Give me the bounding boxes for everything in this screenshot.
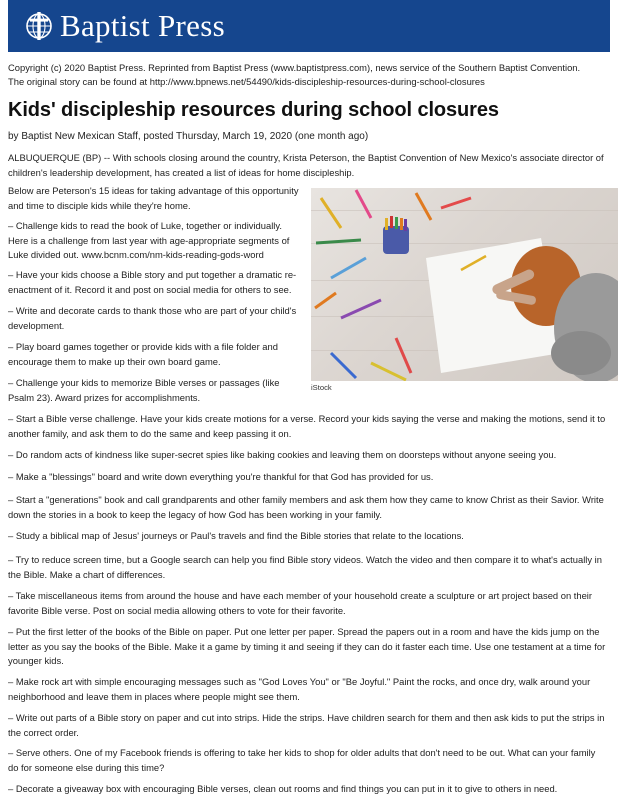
article-paragraph: – Decorate a giveaway box with encouraging Bible verses, clean out rooms and find things you can put in it to give to others in need.: [8, 783, 558, 794]
article-paragraph: – Start a "generations" book and call grandparents and other family members and ask them how they came to know Christ as their Savior. Write down the stories in a book to keep the legacy of how God has been working in your family.: [8, 494, 604, 520]
globe-cross-logo-icon: [24, 11, 54, 41]
photo-credit: iStock: [311, 383, 332, 392]
copyright-line: Copyright (c) 2020 Baptist Press. Reprinted from Baptist Press (www.baptistpress.com), news service of the Southern Baptist Convention.: [8, 62, 581, 73]
article-paragraph: – Play board games together or provide kids with a file folder and encourage them to make up their own board game.: [8, 341, 278, 367]
article-photo-figure: [311, 188, 618, 392]
article-paragraph: – Make a "blessings" board and write down everything you're thankful for that God has provided for us.: [8, 471, 434, 482]
masthead-banner: [8, 0, 610, 52]
article-paragraph: – Start a Bible verse challenge. Have your kids create motions for a verse. Record your kids saying the verse and making the motions, send it to another family, and ask them to do the same and keep passing it on.: [8, 413, 606, 439]
article-paragraph: – Study a biblical map of Jesus' journeys or Paul's travels and find the Bible stories that relate to the locations.: [8, 530, 464, 541]
child-drawing-photo: [311, 188, 618, 381]
byline: by Baptist New Mexican Staff, posted Thursday, March 19, 2020 (one month ago): [8, 131, 369, 142]
intro-paragraph: ALBUQUERQUE (BP) -- With schools closing around the country, Krista Peterson, the Baptist Convention of New Mexico's associate director of children's leadership development, has created a list of ideas for home discipleship.: [8, 152, 604, 178]
article-paragraph: – Serve others. One of my Facebook friends is offering to take her kids to shop for older adults that don't need to be out. What can your family do for someone else during this time?: [8, 747, 596, 773]
article-paragraph: – Challenge kids to read the book of Luke, together or individually. Here is a challenge from last year with age-appropriate segments of Luke divided out. www.bcnm.com/nm-kids-reading-gods-word: [8, 220, 290, 260]
article-paragraph: Below are Peterson's 15 ideas for taking advantage of this opportunity and time to disciple kids while they're home.: [8, 185, 299, 211]
article-paragraph: – Write out parts of a Bible story on paper and cut into strips. Hide the strips. Have children search for them and then ask kids to put the strips in the correct order.: [8, 712, 605, 738]
photo-illustration: [311, 188, 618, 381]
article-paragraph: – Write and decorate cards to thank those who are part of your child's development.: [8, 305, 297, 331]
site-name[interactable]: Baptist Press: [60, 8, 225, 43]
copyright-notice: [8, 61, 608, 88]
article-paragraph: – Make rock art with simple encouraging messages such as "God Loves You" or "Be Joyful." Paint the rocks, and once dry, walk around your neighborhood and leave them in places where people might see them.: [8, 676, 591, 702]
original-story-link[interactable]: The original story can be found at http://www.bpnews.net/54490/kids-discipleship-resources-during-school-closures: [8, 75, 485, 87]
article-title: Kids' discipleship resources during school closures: [8, 99, 499, 121]
article-paragraph: – Try to reduce screen time, but a Google search can help you find Bible story videos. Watch the video and then compare it to what's actually in the Bible. Make a chart of differences.: [8, 554, 602, 580]
article-paragraph: – Challenge your kids to memorize Bible verses or passages (like Psalm 23). Award prizes for accomplishments.: [8, 377, 280, 403]
article-paragraph: – Do random acts of kindness like super-secret spies like baking cookies and leaving them on doorsteps without anyone seeing you.: [8, 449, 557, 460]
article-paragraph: – Take miscellaneous items from around the house and have each member of your household create a sculpture or art project based on their favorite Bible verse. Post on social media allowing others to vote for their favorite.: [8, 590, 593, 616]
article-paragraph: – Put the first letter of the books of the Bible on paper. Put one letter per paper. Spread the papers out in a room and have the kids jump on the letter as you say the books of the Bible. Make it a game by timing it and seeing if they can do it faster each time. Use one testament at a time for younger kids.: [8, 626, 606, 666]
article-paragraph: – Have your kids choose a Bible story and put together a dramatic re-enactment of it. Record it and post on social media for others to see.: [8, 269, 297, 295]
